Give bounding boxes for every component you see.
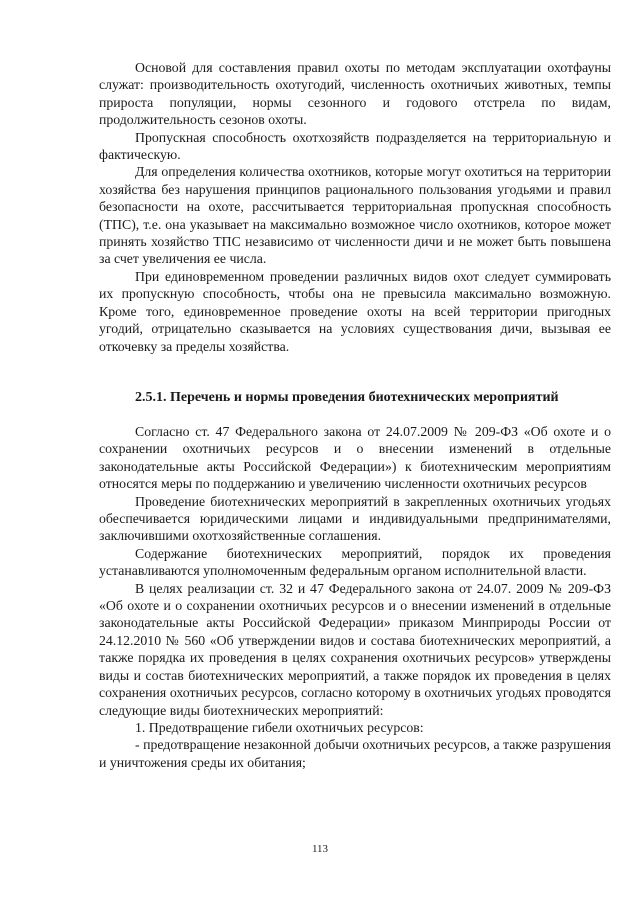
- intro-text-block: [99, 59, 611, 355]
- section-heading: 2.5.1. Перечень и нормы проведения биотехнических мероприятий: [135, 390, 559, 405]
- paragraph: - предотвращение незаконной добычи охотничьих ресурсов, а также разрушения и уничтожения среды их обитания;: [99, 737, 611, 770]
- paragraph: Пропускная способность охотхозяйств подразделяется на территориальную и фактическую.: [99, 129, 611, 163]
- paragraph: Проведение биотехнических мероприятий в закрепленных охотничьих угодьях обеспечивается юридическими лицами и индивидуальными предпринимателями, заключившими охотхозяйственные соглашения.: [99, 493, 611, 544]
- paragraph: В целях реализации ст. 32 и 47 Федерального закона от 24.07. 2009 № 209-ФЗ «Об охоте и о сохранении охотничьих ресурсов и о внесении изменений в отдельные законодательные акты Российской Федерации» приказом Минприроды России от 24.12.2010 № 560 «Об утверждении видов и состава биотехнических мероприятий, а также порядка их проведения в целях сохранения охотничьих ресурсов» утверждены виды и состав биотехнических мероприятий, а также порядок их проведения в целях сохранения охотничьих ресурсов, согласно которому в охотничьих угодьях проводятся следующие виды биотехнических мероприятий:: [99, 580, 611, 718]
- paragraph: Согласно ст. 47 Федерального закона от 24.07.2009 № 209-ФЗ «Об охоте и о сохранении охотничьих ресурсов и о внесении изменений в отдельные законодательные акты Российской Федерации») к биотехническим мероприятиям относятся меры по поддержанию и увеличению численности охотничьих ресурсов: [99, 424, 611, 492]
- paragraph: При единовременном проведении различных видов охот следует суммировать их пропускную способность, чтобы она не превысила максимально возможную. Кроме того, единовременное проведение охоты на всей территории пригодных угодий, отрицательно сказывается на условиях существования дичи, вызывая ее откочевку за пределы хозяйства.: [99, 268, 611, 354]
- paragraph: 1. Предотвращение гибели охотничьих ресурсов:: [135, 719, 424, 735]
- page-number: 113: [311, 843, 329, 855]
- paragraph: Основой для составления правил охоты по методам эксплуатации охотфауны служат: производительность охотугодий, численность охотничьих животных, темпы прироста популяции, нормы сезонного и годового отстрела по видам, продолжительность сезонов охоты.: [99, 60, 611, 128]
- paragraph: Содержание биотехнических мероприятий, порядок их проведения устанавливаются уполномоченным федеральным органом исполнительной власти.: [99, 545, 611, 579]
- section-text-block: [99, 423, 611, 771]
- paragraph: Для определения количества охотников, которые могут охотиться на территории хозяйства без нарушения принципов рационального пользования угодьями и правил безопасности на охоте, рассчитывается территориальная пропускная способность (ТПС), т.е. она указывает на максимально возможное число охотников, которое может принять хозяйство ТПС независимо от численности дичи и не может быть повышена за счет увеличения ее числа.: [99, 164, 611, 267]
